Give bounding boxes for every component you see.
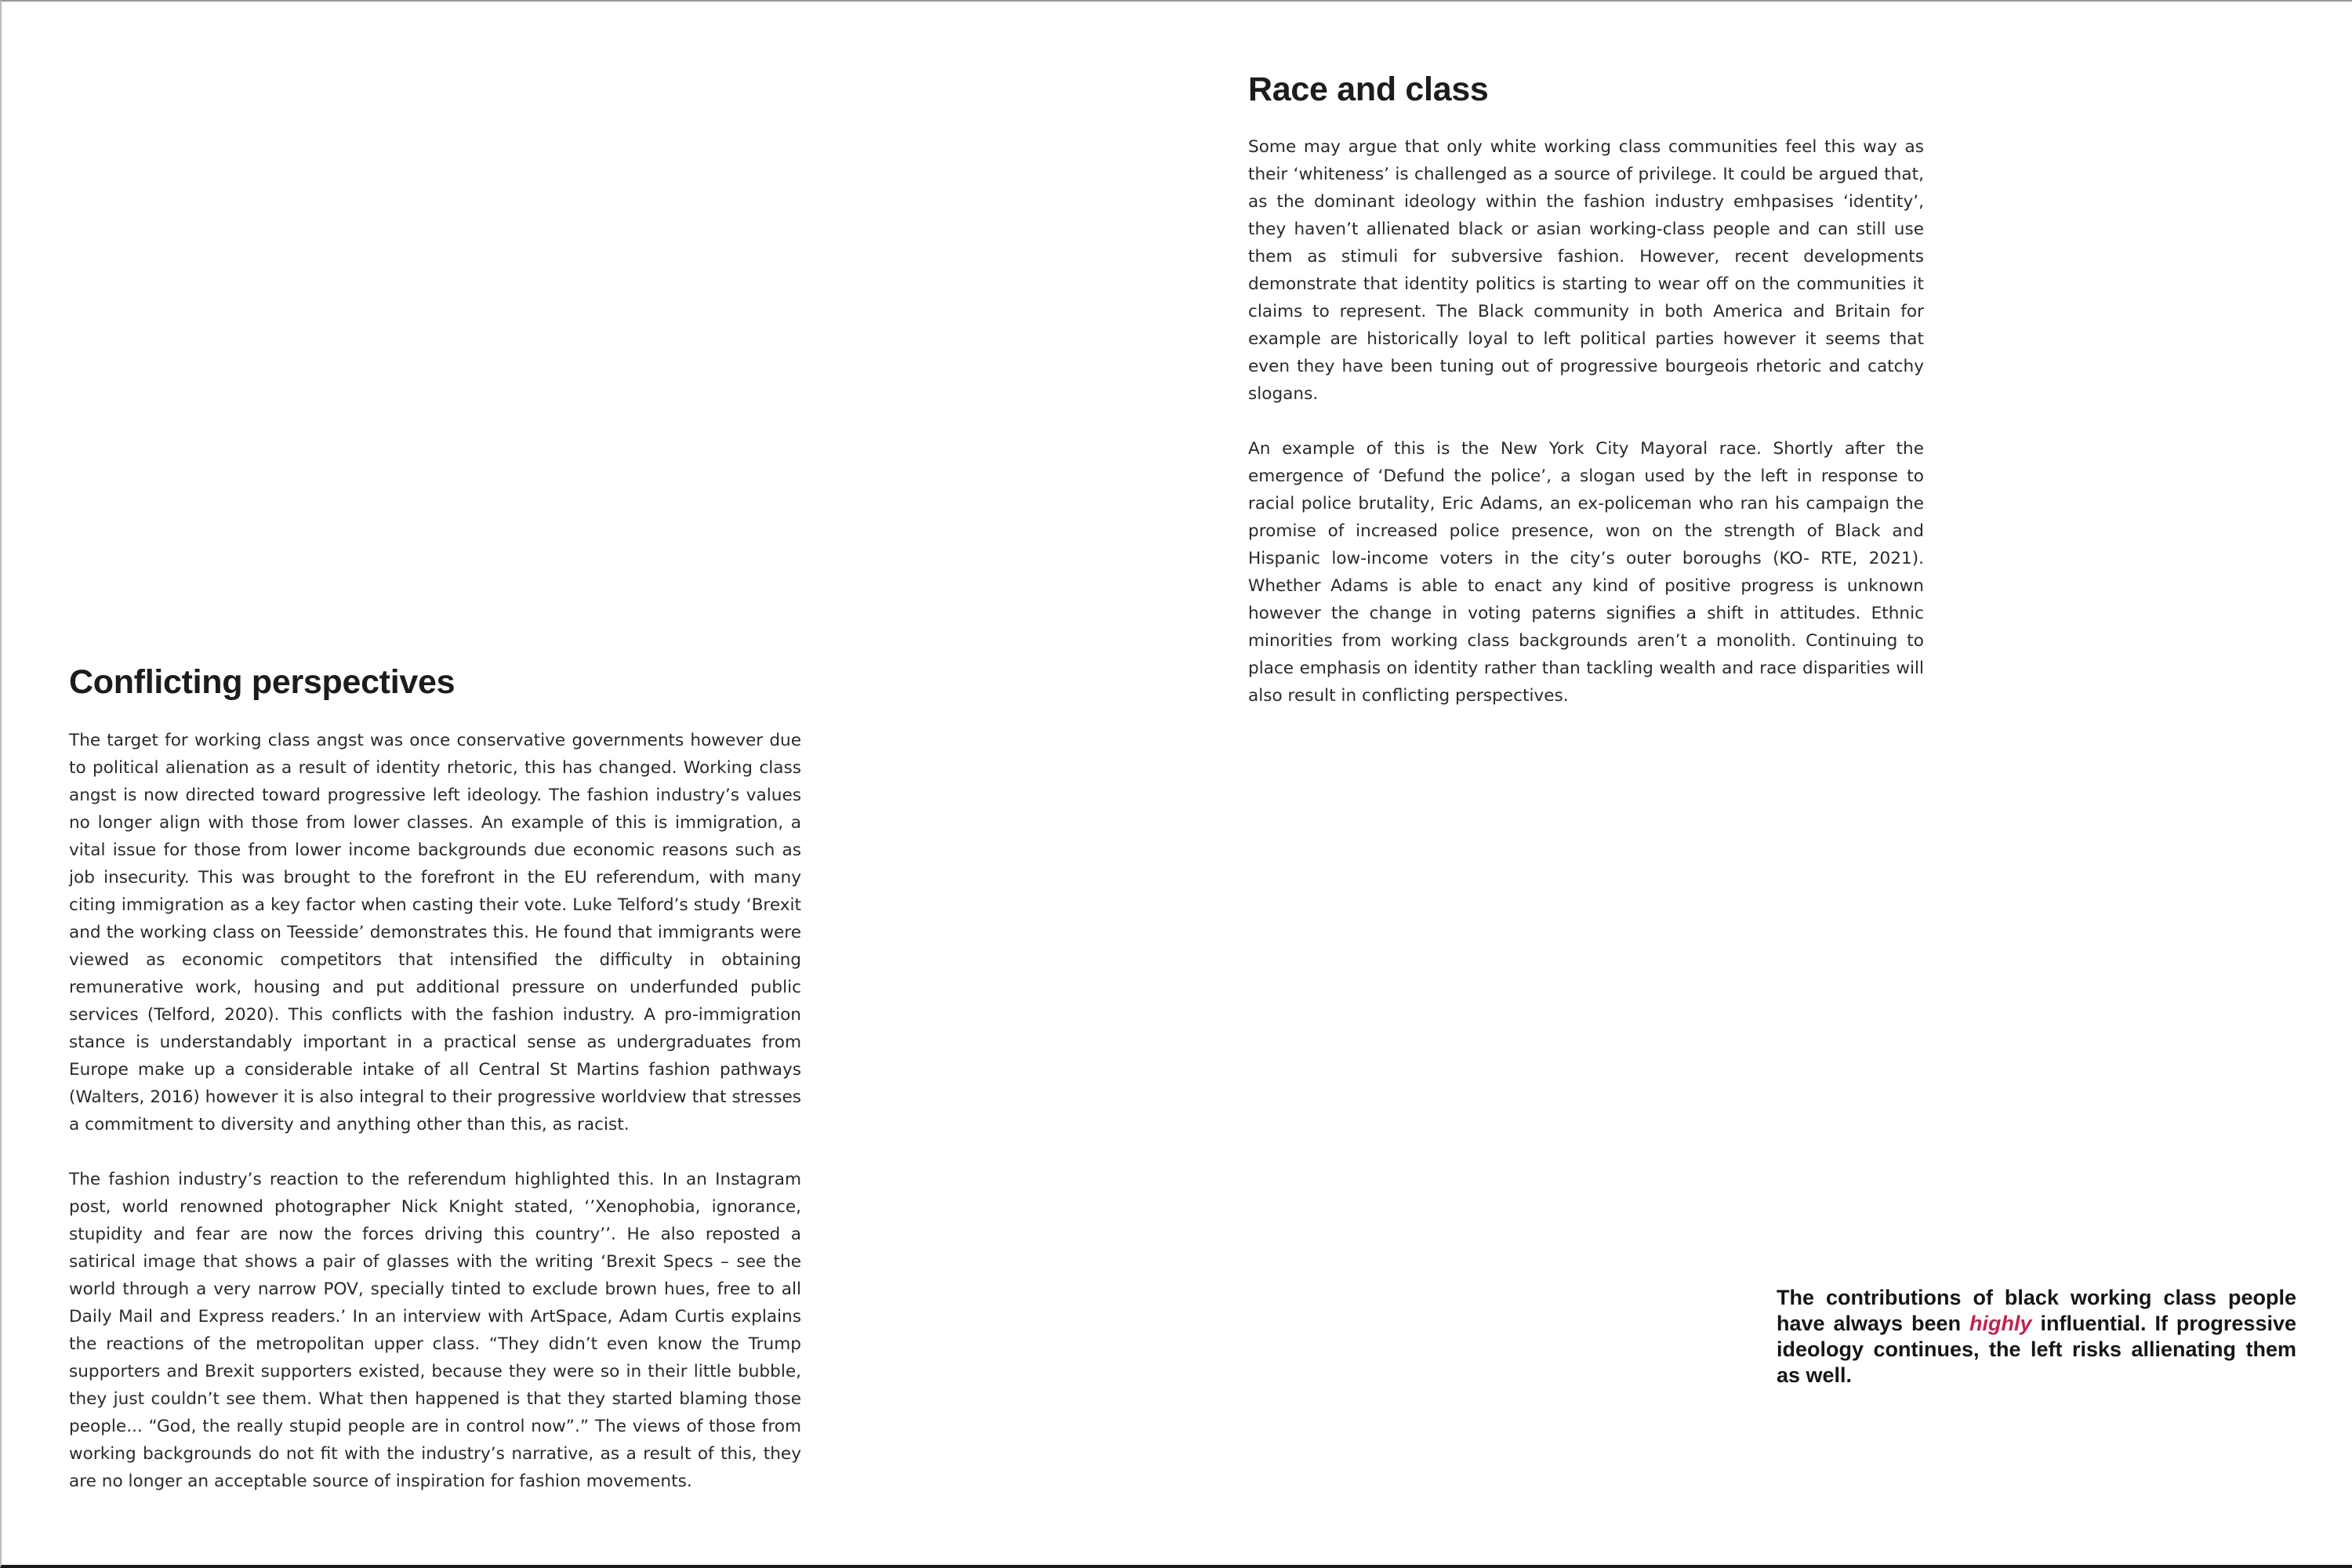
pull-quote-text-end: influential. If progressive ideology continues, the left risks allienating them as well. bbox=[1777, 1312, 2296, 1387]
conflicting-perspectives-heading: Conflicting perspectives bbox=[69, 663, 456, 701]
conflicting-perspectives-body bbox=[69, 727, 801, 1495]
race-paragraph-2: An example of this is the New York City Mayoral race. Shortly after the emergence of ‘Defund the police’, a slogan used by the left in response to racial police brutality, Eric Adams, an ex-policeman who ran his campaign the promise of increased police presence, won on the strength of Black and Hispanic low-income voters in the city’s outer boroughs (KO- RTE, 2021). Whether Adams is able to enact any kind of positive progress is unknown however the change in voting paterns signifies a shift in attitudes. Ethnic minorities from working class backgrounds aren’t a monolith. Continuing to place emphasis on identity rather than tackling wealth and race disparities will also result in conflicting perspectives. bbox=[1248, 439, 1924, 706]
race-paragraph-1: Some may argue that only white working class communities feel this way as their ‘whiteness’ is challenged as a source of privilege. It could be argued that, as the dominant ideology within the fashion industry emhpasises ‘identity’, they haven’t allienated black or asian working-class people and can still use them as stimuli for subversive fashion. However, recent developments demonstrate that identity politics is starting to wear off on the communities it claims to represent. The Black community in both America and Britain for example are historically loyal to left political parties however it seems that even they have been tuning out of progressive bourgeois rhetoric and catchy slogans. bbox=[1248, 137, 1924, 404]
pull-quote-text-start: The contributions of black working class people have always been bbox=[1777, 1286, 2296, 1335]
conflict-paragraph-2: The fashion industry’s reaction to the referendum highlighted this. In an Instagram post, world renowned photographer Nick Knight stated, ‘’Xenophobia, ignorance, stupidity and fear are now the forces driving this country’’. He also reposted a satirical image that shows a pair of glasses with the writing ‘Brexit Specs – see the world through a very narrow POV, specially tinted to exclude brown hues, free to all Daily Mail and Express readers.’ In an interview with ArtSpace, Adam Curtis explains the reactions of the metropolitan upper class. “They didn’t even know the Trump supporters and Brexit supporters existed, because they were so in their little bubble, they just couldn’t see them. What then happened is that they started blaming those people... “God, the really stupid people are in control now”.” The views of those from working backgrounds do not fit with the industry’s narrative, as a result of this, they are no longer an acceptable source of inspiration for fashion movements. bbox=[69, 1170, 801, 1491]
race-and-class-heading: Race and class bbox=[1248, 71, 1489, 108]
conflict-paragraph-1: The target for working class angst was once conservative governments however due to political alienation as a result of identity rhetoric, this has changed. Working class angst is now directed toward progressive left ideology. The fashion industry’s values no longer align with those from lower classes. An example of this is immigration, a vital issue for those from lower income backgrounds due economic reasons such as job insecurity. This was brought to the forefront in the EU referendum, with many citing immigration as a key factor when casting their vote. Luke Telford’s study ‘Brexit and the working class on Teesside’ demonstrates this. He found that immigrants were viewed as economic competitors that intensified the difficulty in obtaining remunerative work, housing and put additional pressure on underfunded public services (Telford, 2020). This conflicts with the fashion industry. A pro-immigration stance is understandably important in a practical sense as undergraduates from Europe make up a considerable intake of all Central St Martins fashion pathways (Walters, 2016) however it is also integral to their progressive worldview that stresses a commitment to diversity and anything other than this, as racist. bbox=[69, 731, 801, 1134]
pull-quote bbox=[1777, 1285, 2296, 1388]
race-and-class-body bbox=[1248, 133, 1924, 710]
pull-quote-emphasis: highly bbox=[1969, 1312, 2032, 1335]
